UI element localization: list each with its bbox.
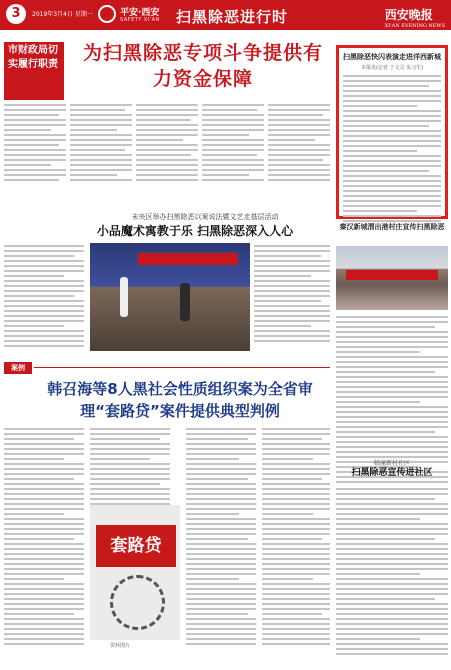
section-title: 扫黑除恶进行时 [176, 8, 289, 26]
taolu-dai-photo [90, 505, 180, 640]
stamp-photo-caption: 资料图片 [110, 643, 131, 649]
top-story-body-col2 [70, 104, 132, 184]
side-story-box [336, 45, 448, 219]
side-story-body [343, 75, 441, 222]
case-tag: 案例 [4, 362, 32, 374]
page-number: 3 [6, 4, 26, 24]
paper-name: 西安晚报 [384, 8, 433, 22]
top-story-body-col1 [4, 104, 66, 184]
second-story-body-col1 [4, 245, 84, 350]
safe-xian-label: 平安·西安 [120, 8, 160, 18]
bottom-right-header [336, 458, 448, 480]
stamp-text: 套路贷 [96, 525, 176, 567]
safe-xian-logo-icon [98, 5, 116, 23]
side-photo [336, 246, 448, 310]
case-body-col2 [90, 428, 170, 513]
bottom-right-body [336, 488, 448, 658]
side-story-headline: 扫黑除恶快闪表演走进洋西新城 [343, 53, 441, 61]
side-photo-caption: 秦汉新城渭出港村庄宣传扫黑除恶 [339, 223, 445, 231]
top-story-body-col3 [136, 104, 198, 184]
safe-xian-sub: SAFETY XI'AN [120, 17, 160, 23]
second-story-subhead: 未央区举办扫黑除恶以案说法暨文艺走基层活动 [131, 213, 279, 221]
date-line: 2019年3月4日 星期一 [32, 11, 93, 18]
second-story-headline: 小品魔术寓教于乐 扫黑除恶深入人心 [96, 224, 294, 238]
top-story-body-col4 [202, 104, 264, 184]
paper-logo [385, 6, 445, 29]
side-story-subline: 本报讯(记者 于文灵 实习生) [360, 65, 424, 71]
case-body-col3 [186, 428, 256, 648]
case-divider [34, 367, 330, 368]
paper-sub: XI'AN EVENING NEWS [384, 23, 445, 29]
photo-banner [138, 253, 238, 265]
bottom-right-subline: 临潼新村社区 [373, 460, 410, 467]
case-body-col4 [262, 428, 330, 648]
performance-photo [90, 243, 250, 351]
chain-icon [110, 575, 165, 630]
second-story-body-col3 [254, 245, 330, 345]
case-headline: 韩召海等8人黑社会性质组织案为全省审理“套路贷”案件提供典型判例 [47, 380, 313, 420]
top-story-headline: 为扫黑除恶专项斗争提供有力资金保障 [82, 42, 323, 90]
top-story-kicker: 市财政局切实履行职责 [4, 42, 64, 100]
bottom-right-headline: 扫黑除恶宣传进社区 [351, 468, 433, 478]
top-story-body-col5 [268, 104, 330, 184]
case-body-col1 [4, 428, 84, 648]
masthead [0, 0, 451, 30]
